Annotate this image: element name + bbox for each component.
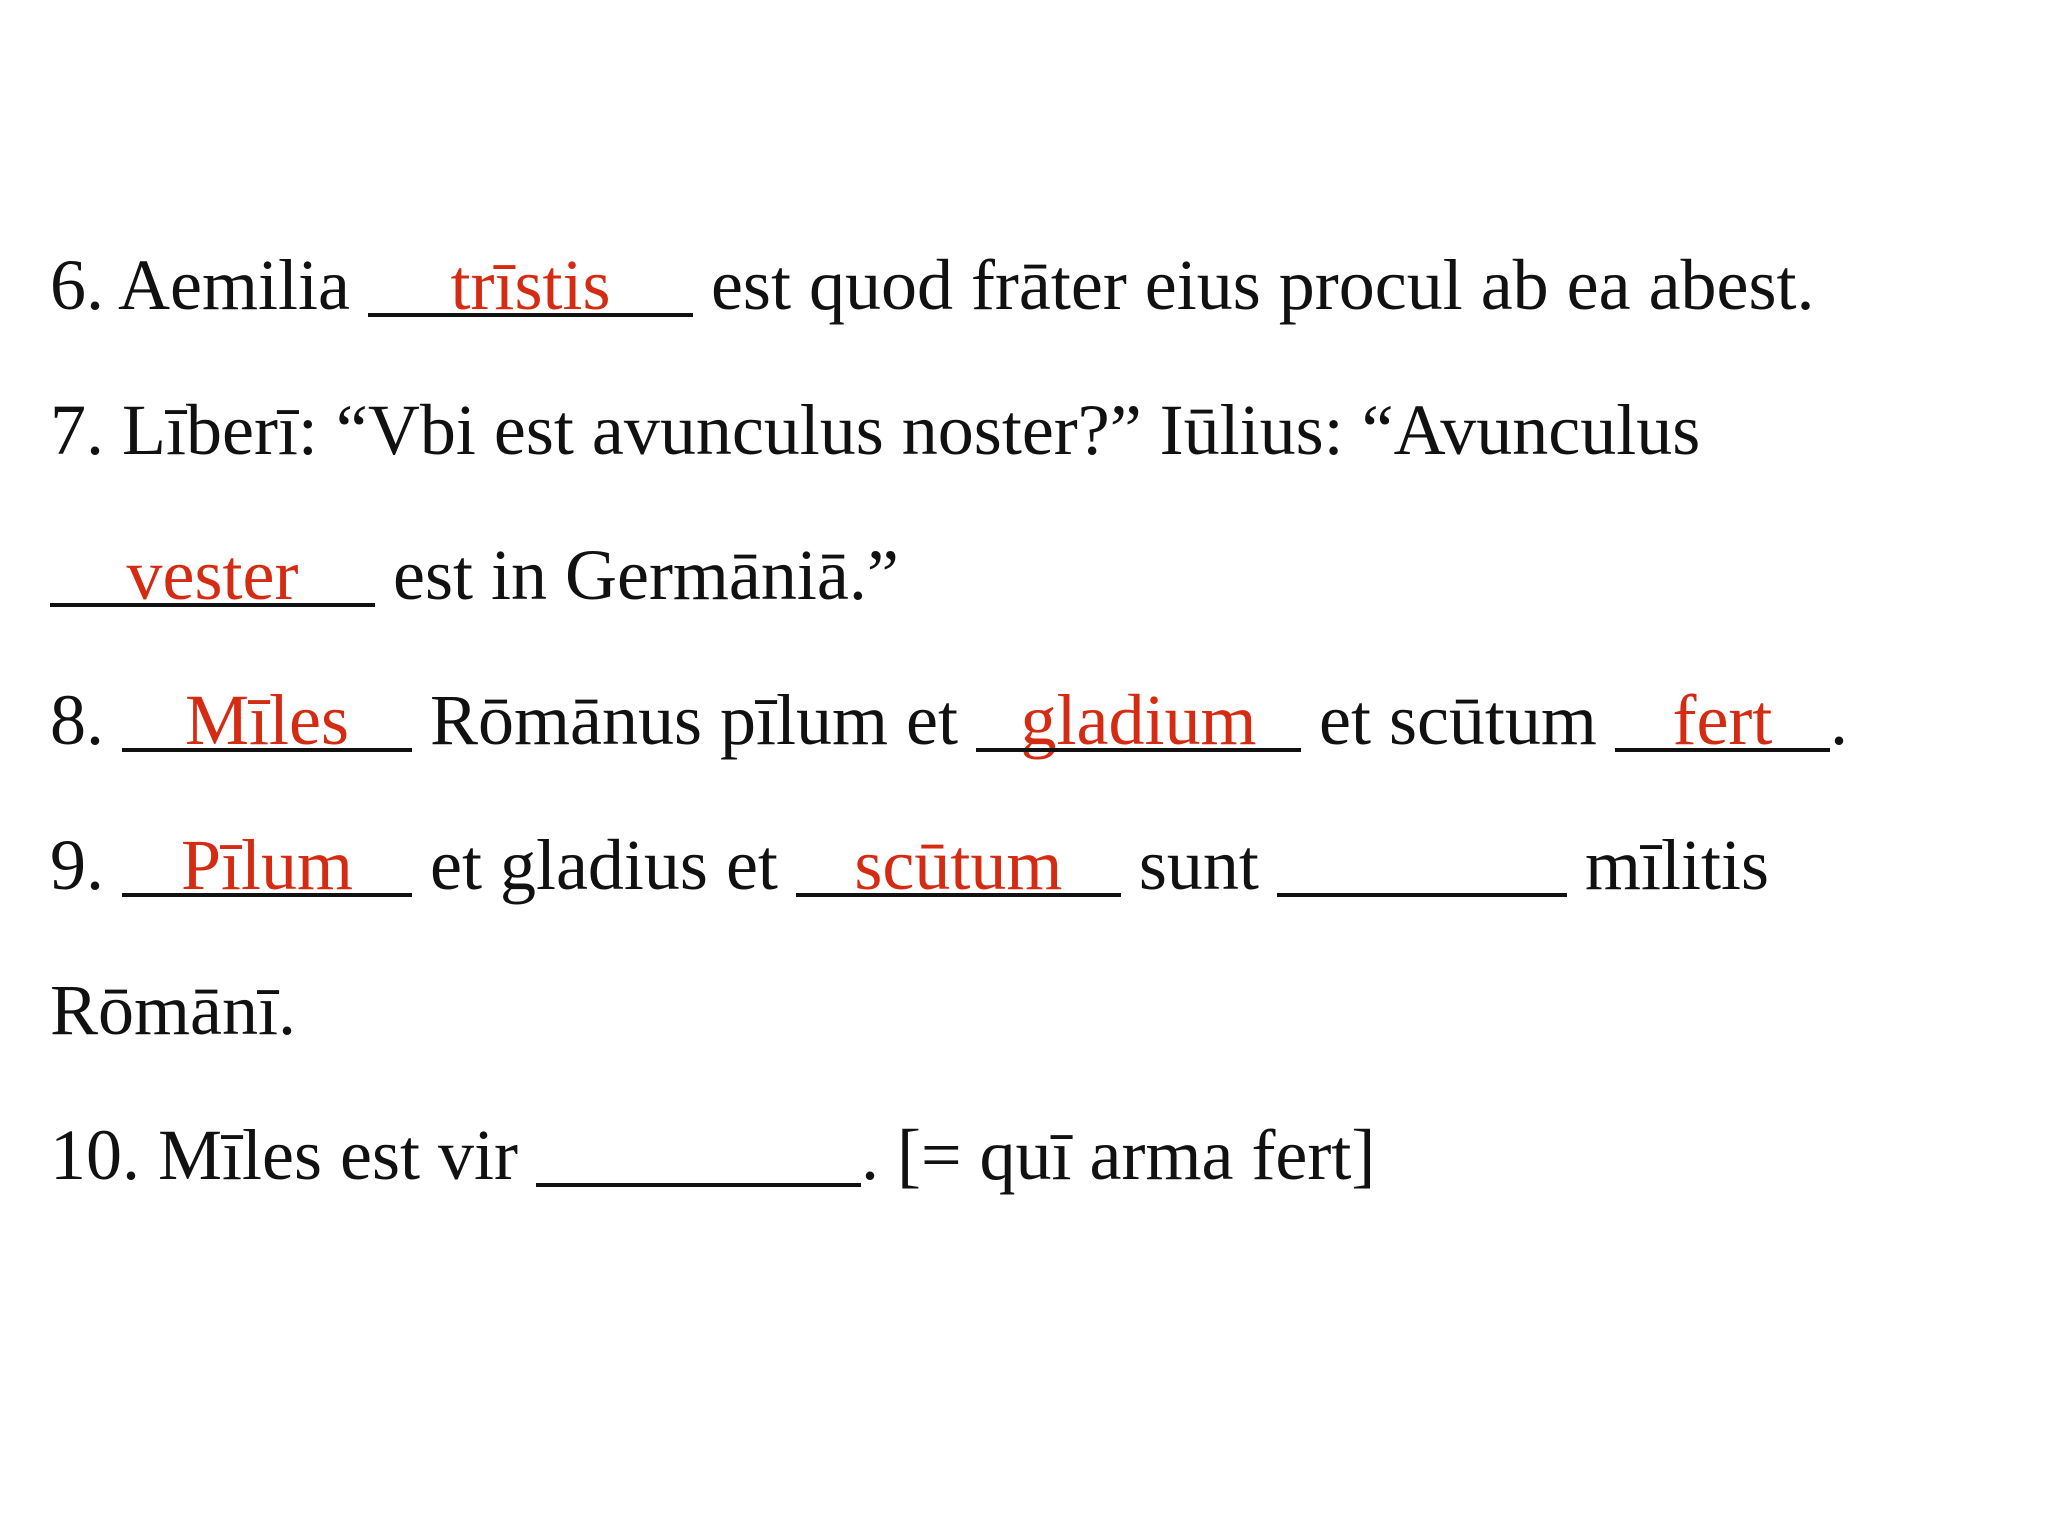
question-number: 8. <box>50 680 104 760</box>
question-text: et gladius et <box>430 825 778 905</box>
question-text: Rōmānī. <box>50 970 296 1050</box>
question-7-continued <box>50 525 899 625</box>
answer-blank[interactable] <box>1277 815 1567 915</box>
question-text: Mīles est vir <box>158 1115 518 1195</box>
answer-text: trīstis <box>450 245 611 325</box>
question-text: est quod frāter eius procul ab ea abest. <box>710 245 1815 325</box>
question-8 <box>50 670 1848 770</box>
question-number: 10. <box>50 1115 140 1195</box>
question-text: . [= quī arma fert] <box>860 1115 1376 1195</box>
answer-blank[interactable] <box>50 525 375 625</box>
question-text: mīlitis <box>1584 825 1769 905</box>
answer-text: vester <box>126 535 299 615</box>
answer-blank[interactable] <box>536 1105 861 1205</box>
question-9-continued <box>50 960 296 1060</box>
answer-blank[interactable] <box>122 815 412 915</box>
answer-text: scūtum <box>854 825 1063 905</box>
question-number: 6. <box>50 245 104 325</box>
question-text: Līberī: “Vbi est avunculus noster?” Iūlius: “Avunculus <box>122 390 1701 470</box>
question-9 <box>50 815 1769 915</box>
question-number: 7. <box>50 390 104 470</box>
question-10 <box>50 1105 1375 1205</box>
question-6 <box>50 235 1815 335</box>
question-text: est in Germāniā.” <box>393 535 899 615</box>
answer-blank[interactable] <box>368 235 693 335</box>
answer-text: gladium <box>1020 680 1257 760</box>
answer-blank[interactable] <box>122 670 412 770</box>
answer-text: fert <box>1672 680 1773 760</box>
question-number: 9. <box>50 825 104 905</box>
question-text: sunt <box>1138 825 1259 905</box>
question-text: et scūtum <box>1318 680 1597 760</box>
question-text: Aemilia <box>118 245 350 325</box>
answer-blank[interactable] <box>1615 670 1830 770</box>
answer-text: Mīles <box>184 680 349 760</box>
answer-text: Pīlum <box>180 825 354 905</box>
answer-blank[interactable] <box>796 815 1121 915</box>
answer-blank[interactable] <box>976 670 1301 770</box>
question-7 <box>50 380 1700 480</box>
question-text: . <box>1829 680 1848 760</box>
question-text: Rōmānus pīlum et <box>430 680 958 760</box>
